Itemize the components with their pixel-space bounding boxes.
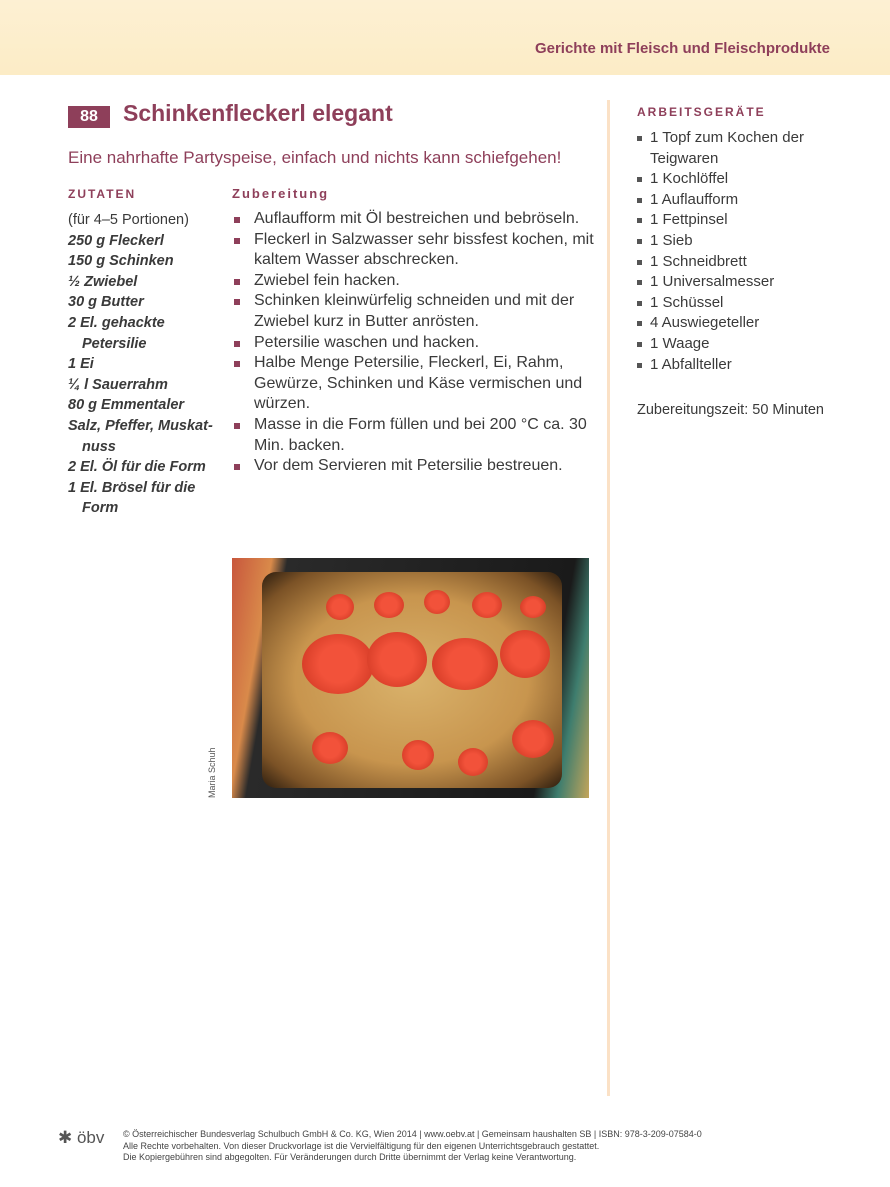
tomato-slice	[458, 748, 488, 776]
bullet-icon	[234, 238, 240, 244]
recipe-subtitle: Eine nahrhafte Partyspeise, einfach und nichts kann schiefgehen!	[68, 148, 562, 167]
tool-text: 1 Universalmesser	[650, 273, 775, 291]
tool-item	[637, 293, 867, 314]
photo-credit: Maria Schuh	[207, 747, 217, 798]
step-item	[232, 353, 602, 415]
ingredient-item: ½ Zwiebel	[68, 273, 138, 290]
tool-text: 1 Schneidbrett	[650, 252, 747, 270]
step-text: Vor dem Servieren mit Petersilie bestreuen.	[254, 457, 563, 475]
step-text: Halbe Menge Petersilie, Fleckerl, Ei, Rahm, Gewürze, Schinken und Käse vermischen und würzen.	[254, 354, 583, 413]
logo-text: öbv	[76, 1128, 105, 1147]
footer-line: Die Kopiergebühren sind abgegolten. Für Veränderungen durch Dritte übernimmt der Verlag keine Verantwortung.	[123, 1152, 577, 1162]
tool-text: 1 Sieb	[650, 231, 693, 249]
tool-text: 4 Auswiegeteller	[650, 314, 760, 332]
footer-line: © Österreichischer Bundesverlag Schulbuch GmbH & Co. KG, Wien 2014 | www.oebv.at | Gemeinsam haushalten SB | ISBN: 978-3-209-07584-0	[123, 1129, 702, 1139]
tomato-slice	[312, 732, 348, 764]
footer-copyright	[123, 1129, 702, 1164]
tomato-slice	[472, 592, 502, 618]
tomato-slice	[326, 594, 354, 620]
tomato-slice	[302, 634, 374, 694]
bullet-icon	[637, 363, 642, 368]
tomato-slice	[500, 630, 550, 678]
bullet-icon	[637, 198, 642, 203]
ingredients-list	[68, 210, 218, 519]
preparation-heading: Zubereitung	[232, 186, 330, 201]
tool-item	[637, 252, 867, 273]
publisher-logo: ✱ öbv	[58, 1128, 105, 1147]
tomato-slice	[367, 632, 427, 687]
ingredient-item: 1 Ei	[68, 356, 94, 373]
step-text: Fleckerl in Salzwasser sehr bissfest kochen, mit kaltem Wasser abschrecken.	[254, 230, 594, 269]
bullet-icon	[234, 464, 240, 470]
ingredient-item: 250 g Fleckerl	[68, 232, 164, 249]
tool-item	[637, 272, 867, 293]
prep-time: Zubereitungszeit: 50 Minuten	[637, 402, 824, 418]
ingredient-item: 80 g Emmentaler	[68, 397, 185, 414]
tool-text: 1 Schüssel	[650, 293, 724, 311]
tool-text: 1 Abfallteller	[650, 355, 732, 373]
step-text: Petersilie waschen und hacken.	[254, 333, 480, 351]
step-item	[232, 209, 602, 230]
bullet-icon	[637, 301, 642, 306]
tool-item	[637, 231, 867, 252]
bullet-icon	[637, 239, 642, 244]
bullet-icon	[637, 218, 642, 223]
preparation-steps	[232, 209, 602, 477]
ingredient-item: Salz, Pfeffer, Muskat-nuss	[68, 417, 213, 455]
casserole-dish	[262, 572, 562, 788]
step-item	[232, 415, 602, 456]
tomato-slice	[402, 740, 434, 770]
ingredient-item: ¼ l Sauerrahm	[68, 376, 168, 393]
tomato-slice	[374, 592, 404, 618]
step-item	[232, 456, 602, 477]
recipe-title: Schinkenfleckerl elegant	[123, 100, 393, 126]
ingredient-item: 2 El. gehackte Petersilie	[68, 314, 165, 352]
bullet-icon	[234, 361, 240, 367]
ingredient-item: 30 g Butter	[68, 294, 144, 311]
tool-item	[637, 313, 867, 334]
bullet-icon	[234, 341, 240, 347]
bullet-icon	[637, 136, 642, 141]
bullet-icon	[637, 177, 642, 182]
bullet-icon	[234, 299, 240, 305]
recipe-photo	[232, 558, 589, 798]
bullet-icon	[234, 217, 240, 223]
ingredient-item: 2 El. Öl für die Form	[68, 459, 206, 476]
step-text: Schinken kleinwürfelig schneiden und mit der Zwiebel kurz in Butter anrösten.	[254, 292, 575, 330]
column-divider	[607, 100, 610, 1096]
chapter-title: Gerichte mit Fleisch und Fleischprodukte	[534, 40, 830, 57]
recipe-number: 88	[68, 106, 110, 128]
tool-item	[637, 334, 867, 355]
bullet-icon	[234, 423, 240, 429]
tool-text: 1 Topf zum Kochen der Teigwaren	[650, 129, 804, 167]
tool-text: 1 Kochlöffel	[650, 170, 729, 188]
bullet-icon	[637, 342, 642, 347]
tool-item	[637, 169, 867, 190]
bullet-icon	[637, 260, 642, 265]
step-item	[232, 291, 602, 332]
portions-note: (für 4–5 Portionen)	[68, 212, 189, 228]
step-item	[232, 230, 602, 271]
step-text: Auflaufform mit Öl bestreichen und bebröseln.	[254, 210, 580, 227]
tool-item	[637, 190, 867, 211]
tools-heading: ARBEITSGERÄTE	[637, 105, 766, 119]
step-text: Zwiebel fein hacken.	[254, 271, 400, 289]
header-band	[0, 0, 890, 75]
tool-item	[637, 128, 867, 169]
tomato-slice	[424, 590, 450, 614]
tomato-slice	[432, 638, 498, 690]
tomato-slice	[520, 596, 546, 618]
tool-text: 1 Auflaufform	[650, 190, 739, 208]
tools-list	[637, 128, 867, 375]
step-item	[232, 271, 602, 292]
bullet-icon	[637, 280, 642, 285]
tool-item	[637, 210, 867, 231]
tool-text: 1 Fettpinsel	[650, 211, 728, 229]
ingredients-heading: ZUTATEN	[68, 187, 137, 201]
tool-item	[637, 355, 867, 376]
tool-text: 1 Waage	[650, 334, 710, 352]
ingredient-item: 1 El. Brösel für die Form	[68, 479, 196, 517]
step-item	[232, 333, 602, 354]
bullet-icon	[637, 321, 642, 326]
ingredient-item: 150 g Schinken	[68, 253, 174, 270]
step-text: Masse in die Form füllen und bei 200 °C ca. 30 Min. backen.	[254, 415, 587, 454]
tomato-slice	[512, 720, 554, 758]
bullet-icon	[234, 279, 240, 285]
footer-line: Alle Rechte vorbehalten. Von dieser Druckvorlage ist die Vervielfältigung für den eigenen Unterrichtsgebrauch gestattet.	[123, 1140, 600, 1151]
